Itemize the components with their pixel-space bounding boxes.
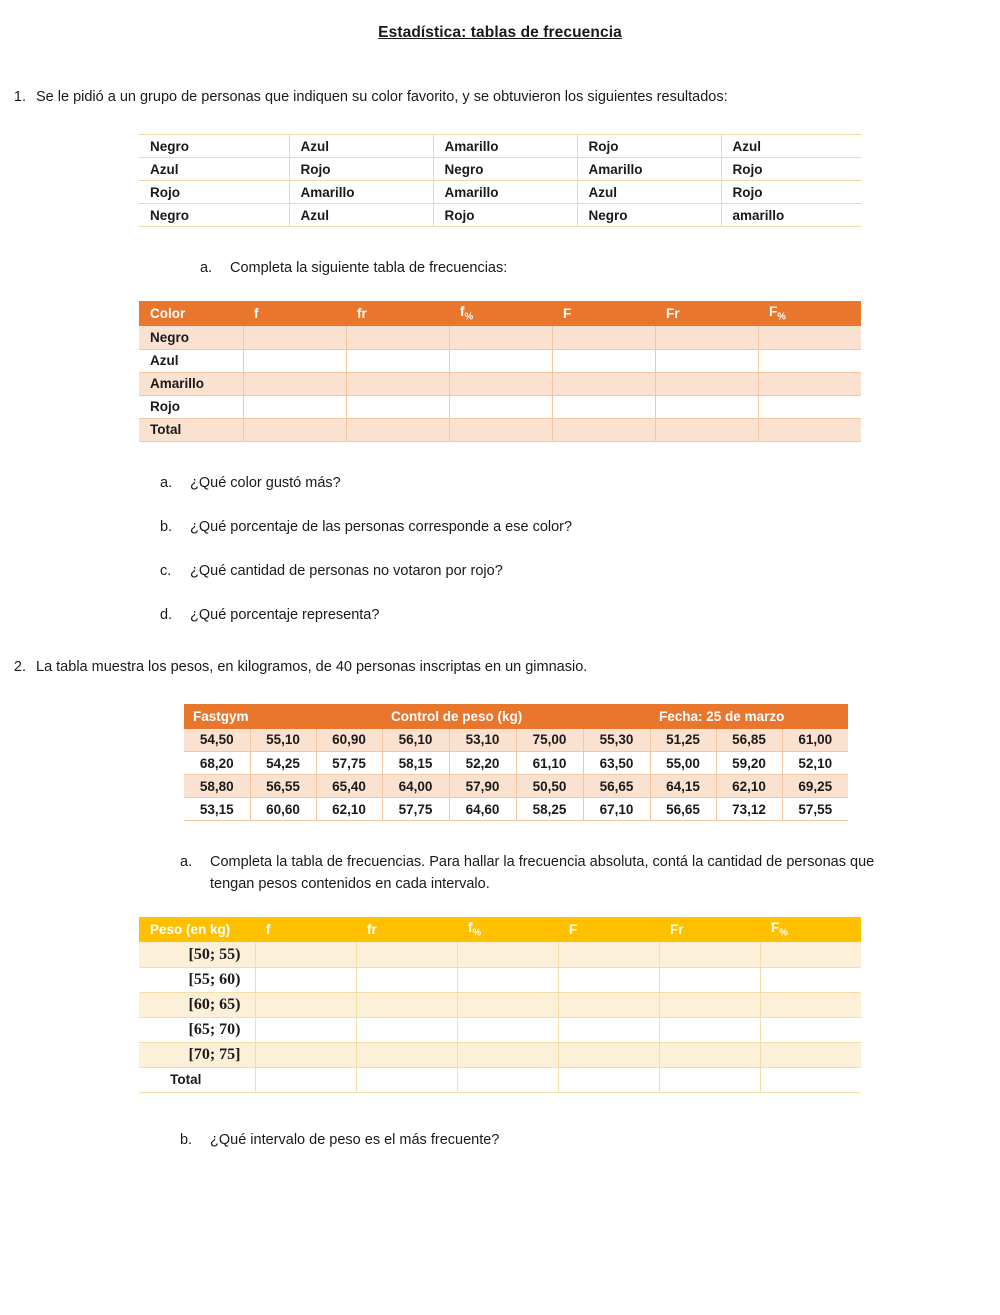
weight-cell: 64,00 — [382, 775, 449, 798]
table-header-row — [139, 301, 861, 326]
cell-Fr[interactable] — [655, 326, 758, 349]
cell-f[interactable] — [243, 349, 346, 372]
exercise-2-question-b — [180, 1129, 1000, 1151]
cell-Fr[interactable] — [659, 1067, 760, 1092]
table-row — [139, 1067, 861, 1092]
row-label-interval-50-55: [50; 55) — [139, 942, 255, 967]
question-b-letter: b. — [160, 518, 173, 535]
exercise-1-task-a — [200, 257, 1000, 279]
table-row — [139, 135, 861, 158]
cell-f[interactable] — [255, 967, 356, 992]
exercise-2-statement: La tabla muestra los pesos, en kilogramos, de 40 personas inscriptas en un gimnasio. — [36, 658, 588, 675]
color-cell: Negro — [577, 204, 721, 227]
cell-F-percent[interactable] — [758, 349, 861, 372]
weight-cell: 52,10 — [782, 752, 848, 775]
exercise-1-statement: Se le pidió a un grupo de personas que indiquen su color favorito, y se obtuvieron los siguientes resultados: — [36, 89, 728, 105]
cell-f-percent[interactable] — [449, 372, 552, 395]
weight-cell: 56,65 — [650, 798, 716, 821]
color-cell: Amarillo — [433, 181, 577, 204]
cell-fr[interactable] — [356, 1067, 457, 1092]
row-label-total: Total — [139, 1067, 255, 1092]
cell-Fr[interactable] — [655, 349, 758, 372]
weight-cell: 57,75 — [382, 798, 449, 821]
cell-F-percent[interactable] — [760, 1042, 861, 1067]
table-row — [184, 752, 848, 775]
exercise-1-task-a-letter: a. — [200, 260, 213, 277]
cell-f-percent[interactable] — [457, 1042, 558, 1067]
weight-cell: 60,60 — [250, 798, 316, 821]
row-label-rojo: Rojo — [139, 395, 243, 418]
color-cell: Amarillo — [433, 135, 577, 158]
cell-F[interactable] — [558, 942, 659, 967]
question-c-text: ¿Qué cantidad de personas no votaron por rojo? — [190, 562, 503, 579]
cell-F[interactable] — [558, 1067, 659, 1092]
table-row — [139, 395, 861, 418]
weight-cell: 62,10 — [316, 798, 382, 821]
cell-fr[interactable] — [356, 967, 457, 992]
question-b-text: ¿Qué porcentaje de las personas corresponde a ese color? — [190, 518, 573, 535]
col-header-fr: fr — [346, 301, 449, 326]
cell-f[interactable] — [243, 326, 346, 349]
col-header-F-percent: $F_{\%}$ — [758, 301, 861, 326]
weight-cell: 58,15 — [382, 752, 449, 775]
cell-f[interactable] — [255, 1017, 356, 1042]
color-cell: Rojo — [433, 204, 577, 227]
cell-F[interactable] — [558, 967, 659, 992]
exercise-1-task-a-text: Completa la siguiente tabla de frecuencias: — [230, 260, 508, 277]
cell-Fr[interactable] — [655, 372, 758, 395]
color-cell: Negro — [139, 204, 289, 227]
cell-F[interactable] — [558, 1042, 659, 1067]
exercise-2-question-b-text: ¿Qué intervalo de peso es el más frecuente? — [210, 1131, 500, 1148]
color-frequency-table[interactable] — [139, 301, 861, 442]
exercise-1 — [0, 86, 1000, 108]
weight-cell: 54,50 — [184, 729, 250, 752]
weight-cell: 73,12 — [716, 798, 782, 821]
color-cell: Azul — [289, 204, 433, 227]
col-header-F: F — [558, 917, 659, 942]
cell-f[interactable] — [243, 395, 346, 418]
cell-Fr[interactable] — [659, 967, 760, 992]
table-row — [139, 967, 861, 992]
weight-cell: 57,90 — [449, 775, 516, 798]
weight-cell: 52,20 — [449, 752, 516, 775]
table-row — [139, 418, 861, 441]
exercise-1-question-b — [160, 516, 1000, 538]
table-row — [139, 349, 861, 372]
table-row — [139, 1042, 861, 1067]
row-label-total: Total — [139, 418, 243, 441]
question-d-text: ¿Qué porcentaje representa? — [190, 606, 380, 623]
weight-cell: 55,10 — [250, 729, 316, 752]
col-header-peso: Peso (en kg) — [139, 917, 255, 942]
question-a-letter: a. — [160, 474, 173, 491]
weight-cell: 58,25 — [516, 798, 583, 821]
cell-F-percent[interactable] — [760, 967, 861, 992]
exercise-2 — [0, 656, 1000, 678]
col-header-fr: fr — [356, 917, 457, 942]
cell-Fr[interactable] — [655, 418, 758, 441]
row-label-interval-70-75: [70; 75] — [139, 1042, 255, 1067]
cell-f-percent[interactable] — [449, 349, 552, 372]
weight-cell: 60,90 — [316, 729, 382, 752]
exercise-1-question-d — [160, 604, 1000, 626]
cell-fr[interactable] — [356, 1017, 457, 1042]
table-header-row — [139, 917, 861, 942]
cell-F-percent[interactable] — [760, 992, 861, 1017]
weight-cell: 68,20 — [184, 752, 250, 775]
color-cell: Rojo — [139, 181, 289, 204]
cell-f-percent[interactable] — [457, 1067, 558, 1092]
table-row — [184, 729, 848, 752]
weight-cell: 50,50 — [516, 775, 583, 798]
cell-f-percent[interactable] — [449, 326, 552, 349]
weight-cell: 69,25 — [782, 775, 848, 798]
cell-Fr[interactable] — [659, 942, 760, 967]
weight-interval-frequency-table[interactable] — [139, 917, 861, 1093]
weight-cell: 57,75 — [316, 752, 382, 775]
cell-F[interactable] — [552, 372, 655, 395]
weight-cell: 56,65 — [583, 775, 650, 798]
weight-cell: 58,80 — [184, 775, 250, 798]
cell-f[interactable] — [243, 372, 346, 395]
gym-weights-table — [184, 704, 848, 822]
weight-cell: 57,55 — [782, 798, 848, 821]
cell-f-percent[interactable] — [457, 992, 558, 1017]
cell-f[interactable] — [255, 1042, 356, 1067]
cell-fr[interactable] — [356, 942, 457, 967]
cell-fr[interactable] — [346, 418, 449, 441]
row-label-interval-55-60: [55; 60) — [139, 967, 255, 992]
cell-F-percent[interactable] — [760, 1067, 861, 1092]
weight-cell: 61,00 — [782, 729, 848, 752]
weight-cell: 56,85 — [716, 729, 782, 752]
weight-cell: 61,10 — [516, 752, 583, 775]
cell-F[interactable] — [552, 395, 655, 418]
color-cell: Rojo — [577, 135, 721, 158]
question-c-letter: c. — [160, 562, 172, 579]
color-cell: amarillo — [721, 204, 861, 227]
weight-cell: 64,60 — [449, 798, 516, 821]
col-header-color: Color — [139, 301, 243, 326]
question-d-letter: d. — [160, 606, 173, 623]
col-header-f: f — [255, 917, 356, 942]
color-cell: Negro — [433, 158, 577, 181]
cell-f-percent[interactable] — [449, 418, 552, 441]
color-cell: Azul — [721, 135, 861, 158]
exercise-2-task-a-text: Completa la tabla de frecuencias. Para hallar la frecuencia absoluta, contá la cantidad de personas que tengan pesos contenidos en cada intervalo. — [210, 854, 875, 893]
cell-Fr[interactable] — [655, 395, 758, 418]
cell-f[interactable] — [255, 1067, 356, 1092]
table-row — [139, 992, 861, 1017]
gym-name-label: Fastgym — [184, 704, 382, 729]
exercise-1-number: 1. — [13, 89, 26, 105]
row-label-azul: Azul — [139, 349, 243, 372]
exercise-1-question-c — [160, 560, 1000, 582]
table-row — [139, 181, 861, 204]
weight-cell: 53,10 — [449, 729, 516, 752]
cell-f-percent[interactable] — [457, 1017, 558, 1042]
weight-cell: 63,50 — [583, 752, 650, 775]
cell-f[interactable] — [255, 992, 356, 1017]
gym-table-header-row — [184, 704, 848, 729]
weight-cell: 65,40 — [316, 775, 382, 798]
color-cell: Rojo — [289, 158, 433, 181]
cell-fr[interactable] — [356, 1042, 457, 1067]
question-a-text: ¿Qué color gustó más? — [190, 474, 341, 491]
weight-cell: 62,10 — [716, 775, 782, 798]
cell-f-percent[interactable] — [457, 967, 558, 992]
table-row — [139, 372, 861, 395]
cell-F-percent[interactable] — [760, 1017, 861, 1042]
weight-cell: 56,10 — [382, 729, 449, 752]
exercise-1-question-a — [160, 472, 1000, 494]
weight-cell: 54,25 — [250, 752, 316, 775]
cell-F-percent[interactable] — [758, 372, 861, 395]
color-cell: Negro — [139, 135, 289, 158]
cell-Fr[interactable] — [659, 1017, 760, 1042]
table-row — [184, 798, 848, 821]
table-row — [139, 204, 861, 227]
weight-cell: 59,20 — [716, 752, 782, 775]
row-label-amarillo: Amarillo — [139, 372, 243, 395]
col-header-f-percent: $f_{\%}$ — [457, 917, 558, 942]
color-cell: Azul — [139, 158, 289, 181]
table-row — [139, 1017, 861, 1042]
cell-f[interactable] — [243, 418, 346, 441]
col-header-f-percent: $f_{\%}$ — [449, 301, 552, 326]
cell-F-percent[interactable] — [758, 395, 861, 418]
color-cell: Amarillo — [577, 158, 721, 181]
color-cell: Amarillo — [289, 181, 433, 204]
table-row — [139, 158, 861, 181]
col-header-Fr: Fr — [655, 301, 758, 326]
exercise-2-number: 2. — [13, 658, 26, 675]
cell-f[interactable] — [255, 942, 356, 967]
row-label-negro: Negro — [139, 326, 243, 349]
weight-cell: 56,55 — [250, 775, 316, 798]
col-header-f: f — [243, 301, 346, 326]
document-page — [0, 24, 1000, 1315]
cell-F-percent[interactable] — [758, 326, 861, 349]
cell-fr[interactable] — [346, 372, 449, 395]
page-title: Estadística: tablas de frecuencia — [378, 24, 622, 41]
exercise-2-task-a-letter: a. — [180, 854, 193, 871]
colors-raw-table — [139, 134, 861, 227]
cell-F[interactable] — [552, 326, 655, 349]
cell-F[interactable] — [552, 418, 655, 441]
row-label-interval-65-70: [65; 70) — [139, 1017, 255, 1042]
cell-fr[interactable] — [356, 992, 457, 1017]
col-header-Fr: Fr — [659, 917, 760, 942]
color-cell: Rojo — [721, 181, 861, 204]
cell-F-percent[interactable] — [758, 418, 861, 441]
table-row — [139, 326, 861, 349]
cell-F[interactable] — [558, 992, 659, 1017]
cell-f-percent[interactable] — [449, 395, 552, 418]
weight-cell: 55,00 — [650, 752, 716, 775]
exercise-2-task-a — [180, 851, 1000, 895]
color-cell: Azul — [289, 135, 433, 158]
cell-fr[interactable] — [346, 395, 449, 418]
color-cell: Rojo — [721, 158, 861, 181]
cell-f-percent[interactable] — [457, 942, 558, 967]
cell-fr[interactable] — [346, 349, 449, 372]
cell-F[interactable] — [552, 349, 655, 372]
table-row — [184, 775, 848, 798]
cell-F-percent[interactable] — [760, 942, 861, 967]
exercise-2-question-b-letter: b. — [180, 1131, 193, 1148]
weight-cell: 53,15 — [184, 798, 250, 821]
cell-Fr[interactable] — [659, 992, 760, 1017]
weight-cell: 55,30 — [583, 729, 650, 752]
weight-cell: 64,15 — [650, 775, 716, 798]
gym-title-label: Control de peso (kg) — [382, 704, 650, 729]
row-label-interval-60-65: [60; 65) — [139, 992, 255, 1017]
color-cell: Azul — [577, 181, 721, 204]
table-row — [139, 942, 861, 967]
weight-cell: 67,10 — [583, 798, 650, 821]
cell-F[interactable] — [558, 1017, 659, 1042]
cell-Fr[interactable] — [659, 1042, 760, 1067]
cell-fr[interactable] — [346, 326, 449, 349]
col-header-F-percent: $F_{\%}$ — [760, 917, 861, 942]
gym-date-label: Fecha: 25 de marzo — [650, 704, 848, 729]
weight-cell: 51,25 — [650, 729, 716, 752]
weight-cell: 75,00 — [516, 729, 583, 752]
col-header-F: F — [552, 301, 655, 326]
